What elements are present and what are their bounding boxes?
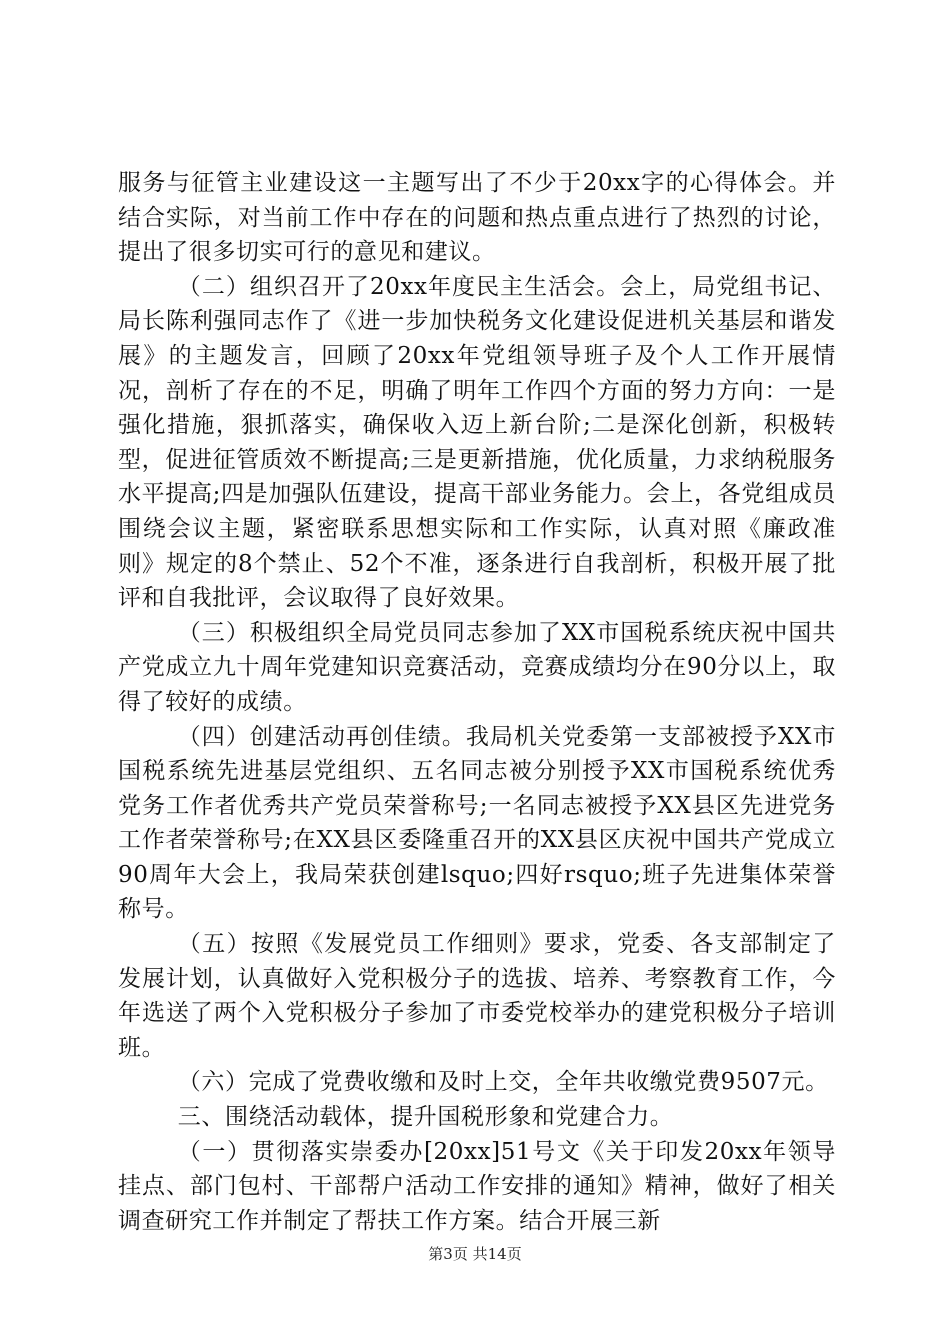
document-body [118, 166, 836, 1238]
page-number-footer: 第3页 共14页 [428, 1245, 522, 1263]
section-heading-three: 三、围绕活动载体，提升国税形象和党建合力。 [177, 1104, 674, 1131]
paragraph-continuation: 服务与征管主业建设这一主题写出了不少于20xx字的心得体会。并结合实际，对当前工作中存在的问题和热点重点进行了热烈的讨论，提出了很多切实可行的意见和建议。 [118, 170, 836, 266]
paragraph-democratic-life-meeting: （二）组织召开了20xx年度民主生活会。会上，局党组书记、局长陈利强同志作了《进一步加快税务文化建设促进机关基层和谐发展》的主题发言，回顾了20xx年党组领导班子及个人工作开展情况，剖析了存在的不足，明确了明年工作四个方面的努力方向：一是强化措施，狠抓落实，确保收入迈上新台阶;二是深化创新，积极转型，促进征管质效不断提高;三是更新措施，优化质量，力求纳税服务水平提高;四是加强队伍建设，提高干部业务能力。会上，各党组成员围绕会议主题，紧密联系思想实际和工作实际，认真对照《廉政准则》规定的8个禁止、52个不准，逐条进行自我剖析，积极开展了批评和自我批评，会议取得了良好效果。 [118, 273, 836, 612]
paragraph-party-dues: （六）完成了党费收缴和及时上交，全年共收缴党费9507元。 [177, 1069, 829, 1096]
paragraph-honors: （四）创建活动再创佳绩。我局机关党委第一支部被授予XX市国税系统先进基层党组织、五名同志被分别授予XX市国税系统优秀党务工作者优秀共产党员荣誉称号;一名同志被授予XX县区先进党务工作者荣誉称号;在XX县区委隆重召开的XX县区庆祝中国共产党成立90周年大会上，我局荣获创建lsquo;四好rsquo;班子先进集体荣誉称号。 [118, 723, 836, 923]
paragraph-assistance-work: （一）贯彻落实崇委办[20xx]51号文《关于印发20xx年领导挂点、部门包村、干部帮户活动工作安排的通知》精神，做好了相关调查研究工作并制定了帮扶工作方案。结合开展三新 [118, 1138, 836, 1234]
paragraph-knowledge-contest: （三）积极组织全局党员同志参加了XX市国税系统庆祝中国共产党成立九十周年党建知识竞赛活动，竞赛成绩均分在90分以上，取得了较好的成绩。 [118, 619, 836, 715]
paragraph-party-development: （五）按照《发展党员工作细则》要求，党委、各支部制定了发展计划，认真做好入党积极分子的选拔、培养、考察教育工作，今年选送了两个入党积极分子参加了市委党校举办的建党积极分子培训班。 [118, 931, 836, 1061]
